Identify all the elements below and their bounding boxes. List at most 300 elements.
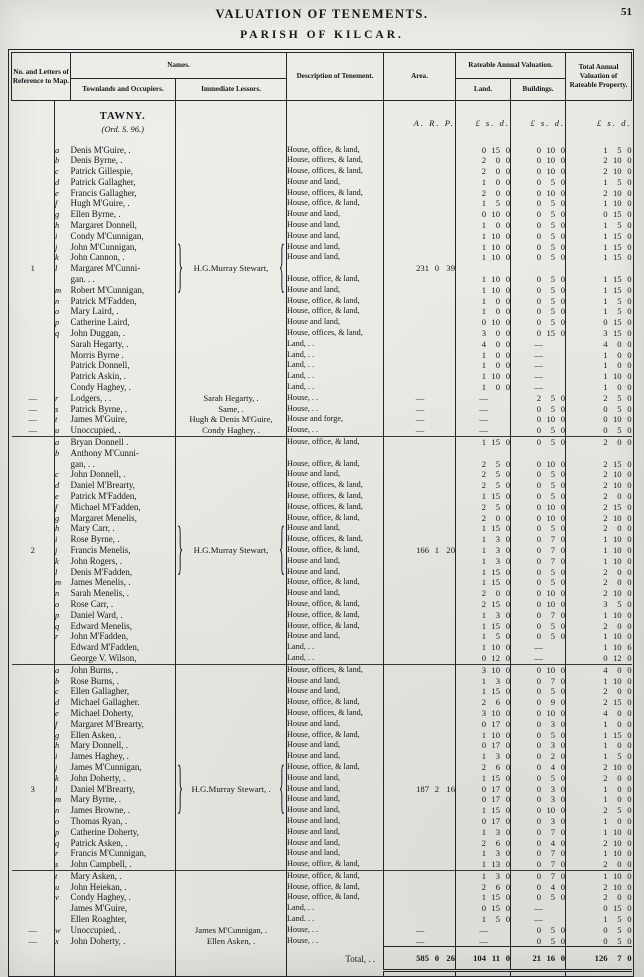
table-row	[12, 145, 632, 156]
area-cell	[384, 274, 456, 285]
area-cell	[384, 556, 456, 567]
occupier-cell: Patrick Donnell,	[71, 360, 176, 371]
area-cell	[384, 448, 456, 459]
table-header	[12, 53, 632, 101]
table-row	[12, 642, 632, 653]
table-row	[12, 588, 632, 599]
buildings-value-cell: 0 7 0	[511, 556, 566, 567]
area-cell	[384, 567, 456, 578]
description-cell: House, office, & land,	[287, 513, 384, 524]
letter-cell: n	[55, 805, 60, 816]
area-cell	[384, 730, 456, 741]
ordnance-ref: (Ord. S. 96.)	[101, 124, 144, 135]
description-cell: House, office, & land,	[287, 577, 384, 588]
area-cell	[384, 664, 456, 675]
letter-cell: f	[55, 198, 58, 209]
right-group-brace: {	[278, 230, 286, 300]
townland-band	[12, 101, 632, 145]
table-row	[12, 242, 632, 253]
area-cell	[384, 198, 456, 209]
lessor-cell	[176, 382, 287, 393]
land-value-cell: —	[456, 404, 511, 415]
total-label: Total, . .	[287, 947, 384, 971]
table-row	[12, 621, 632, 632]
total-value-cell: 2 15 0	[603, 501, 632, 512]
land-value-cell: 1 3 0	[456, 676, 511, 687]
lessor-cell	[176, 350, 287, 361]
letter-cell: p	[55, 317, 60, 328]
buildings-value-cell: 0 5 0	[511, 621, 566, 632]
total-value-cell: 2 0 0	[603, 772, 632, 783]
total-value-cell: 1 0 0	[603, 382, 632, 393]
area-cell	[384, 577, 456, 588]
buildings-value-cell: 0 5 0	[511, 773, 566, 784]
buildings-value-cell: 0 9 0	[511, 697, 566, 708]
occupier-cell: Margaret Menelis,	[71, 513, 176, 524]
occupier-cell: Patrick M'Fadden,	[71, 296, 176, 307]
letter-cell	[55, 101, 71, 145]
table-row	[12, 404, 632, 415]
area-cell	[384, 610, 456, 621]
lessor-cell	[176, 621, 287, 632]
table-row	[12, 198, 632, 209]
map-ref-cell	[12, 339, 55, 350]
lessor-cell	[176, 708, 287, 719]
land-value-cell: 1 0 0	[456, 220, 511, 231]
total-value-cell: 2 0 0	[603, 686, 632, 697]
buildings-value-cell: 0 10 0	[511, 502, 566, 513]
table-row	[12, 166, 632, 177]
letter-cell: n	[55, 295, 60, 306]
buildings-value-cell: 0 10 0	[511, 708, 566, 719]
area-cell: 187 2 16	[384, 784, 456, 795]
total-value-cell: 1 15 0	[603, 241, 632, 252]
map-ref-cell	[12, 209, 55, 220]
description-cell: House, office, & land,	[287, 870, 384, 881]
letter-cell: k	[55, 555, 59, 566]
occupier-cell: Daniel M'Brearty,	[71, 480, 176, 491]
area-cell	[384, 686, 456, 697]
header-names: Names.	[71, 53, 287, 79]
table-row	[12, 285, 632, 296]
description-cell: Land, . .	[287, 350, 384, 361]
description-cell: House, offices, & land,	[287, 480, 384, 491]
table-row	[12, 936, 632, 947]
land-value-cell: 0 17 0	[456, 784, 511, 795]
table-row	[12, 371, 632, 382]
buildings-value-cell: 0 10 0	[511, 588, 566, 599]
occupier-cell: Mary Asken, .	[71, 870, 176, 881]
description-cell: House and land,	[287, 231, 384, 242]
total-value-cell: 1 10 6	[603, 642, 632, 653]
occupier-cell: Bryan Donnell .	[71, 437, 176, 448]
letter-cell: g	[55, 729, 60, 740]
occupier-cell: Ellen Gallagher,	[71, 686, 176, 697]
land-value-cell: 2 6 0	[456, 838, 511, 849]
letter-cell: c	[55, 166, 59, 177]
area-cell	[384, 534, 456, 545]
map-ref-cell	[12, 653, 55, 664]
total-value-cell: 4 0 0	[566, 664, 632, 675]
description-cell: House, offices, & land,	[287, 188, 384, 199]
letter-cell: r	[55, 392, 59, 403]
occupier-cell: Michael Gallagher.	[71, 697, 176, 708]
description-cell: House and land,	[287, 242, 384, 253]
lessor-cell	[176, 827, 287, 838]
description-cell: House, offices, & land,	[287, 166, 384, 177]
table-row	[12, 740, 632, 751]
map-ref-cell	[12, 155, 55, 166]
land-value-cell	[456, 971, 511, 977]
buildings-value-cell: 0 7 0	[511, 827, 566, 838]
land-value-cell: 1 10 0	[456, 274, 511, 285]
land-value-cell: 1 10 0	[456, 252, 511, 263]
description-cell: House and land,	[287, 209, 384, 220]
left-group-brace: }	[177, 230, 184, 300]
occupier-cell: James Haghey, .	[71, 751, 176, 762]
description-cell	[287, 263, 384, 274]
table-row	[12, 513, 632, 524]
occupier-cell: Rose Byrne, .	[71, 534, 176, 545]
area-cell	[384, 914, 456, 925]
description-cell: House and land,	[287, 773, 384, 784]
letter-cell: t	[55, 414, 58, 425]
land-value-cell: 1 10 0	[456, 242, 511, 253]
buildings-value-cell: 0 7 0	[511, 859, 566, 870]
area-cell	[384, 523, 456, 534]
land-value-cell: 2 0 0	[456, 166, 511, 177]
occupier-cell: Lodgers, . .	[71, 393, 176, 404]
occupier-cell: Sarah Menelis, .	[71, 588, 176, 599]
land-value-cell: 1 10 0	[456, 730, 511, 741]
description-cell: House, offices, & land,	[287, 491, 384, 502]
total-value-cell: 1 15 0	[603, 284, 632, 295]
map-ref-cell	[12, 371, 55, 382]
lessor-cell	[176, 762, 287, 773]
page-number: 51	[621, 6, 632, 18]
map-ref-cell: 1	[12, 263, 55, 274]
land-value-cell: 1 10 0	[456, 642, 511, 653]
occupier-cell: John M'Cunnigan,	[71, 242, 176, 253]
description-cell: House, office, & land,	[287, 882, 384, 893]
area-cell	[384, 773, 456, 784]
lessor-cell	[176, 947, 287, 971]
buildings-value-cell: 0 5 0	[511, 686, 566, 697]
lessor-cell	[176, 903, 287, 914]
letter-cell: x	[55, 935, 59, 946]
letter-cell: i	[55, 230, 58, 241]
lessor-cell	[176, 642, 287, 653]
total-value-cell: 1 0 0	[603, 815, 632, 826]
total-value-cell: 1 15 0	[603, 252, 632, 263]
table-row	[12, 719, 632, 730]
letter-cell: o	[55, 815, 60, 826]
letter-cell: j	[55, 544, 58, 555]
description-cell: House and land,	[287, 838, 384, 849]
letter-cell: b	[55, 155, 60, 166]
lessor-cell	[176, 773, 287, 784]
total-row	[12, 947, 632, 971]
area-cell	[384, 848, 456, 859]
map-ref-cell	[12, 242, 55, 253]
table-row	[12, 360, 632, 371]
letter-cell	[55, 371, 71, 382]
occupier-cell: Condy M'Cunnigan,	[71, 231, 176, 242]
description-cell: Land, . .	[287, 371, 384, 382]
description-cell: House, office, & land,	[287, 296, 384, 307]
land-value-cell: 1 5 0	[456, 198, 511, 209]
buildings-value-cell: 0 7 0	[511, 848, 566, 859]
lessor-cell	[176, 296, 287, 307]
area-cell	[384, 317, 456, 328]
land-value-cell: —	[456, 936, 511, 947]
total-value-cell: 2 0 0	[603, 620, 632, 631]
area-cell	[384, 296, 456, 307]
buildings-value-cell: 0 10 0	[511, 188, 566, 199]
map-ref-cell	[12, 567, 55, 578]
map-ref-cell	[12, 306, 55, 317]
area-cell	[384, 621, 456, 632]
description-cell: House, office, & land,	[287, 762, 384, 773]
description-cell: House, office, & land,	[287, 459, 384, 470]
land-value-cell: 1 3 0	[456, 827, 511, 838]
total-value-cell: 2 15 0	[603, 458, 632, 469]
total-value-cell: 2 0 0	[603, 566, 632, 577]
total-value-cell: 1 0 0	[603, 740, 632, 751]
table-row	[12, 676, 632, 687]
lessor-cell	[176, 339, 287, 350]
area-cell	[384, 285, 456, 296]
masthead	[0, 0, 644, 25]
map-ref-cell	[12, 697, 55, 708]
buildings-value-cell: —	[511, 350, 566, 361]
lessor-cell	[176, 914, 287, 925]
area-cell	[384, 480, 456, 491]
occupier-cell: Rose Burns, .	[71, 676, 176, 687]
total-value-cell: 2 0 0	[603, 859, 632, 870]
occupier-cell: Patrick Gillespie,	[71, 166, 176, 177]
area-cell	[384, 827, 456, 838]
buildings-value-cell: 0 5 0	[511, 198, 566, 209]
area-cell	[384, 762, 456, 773]
occupier-cell: Francis Gallagher,	[71, 188, 176, 199]
map-ref-cell	[12, 145, 55, 156]
document-title: VALUATION OF TENEMENTS.	[215, 7, 429, 21]
table-row	[12, 599, 632, 610]
map-ref-cell	[12, 708, 55, 719]
letter-cell: d	[55, 480, 60, 491]
map-ref-cell: —	[12, 393, 55, 404]
total-value-cell: 2 5 0	[603, 805, 632, 816]
total-value-cell: 1 10 0	[603, 631, 632, 642]
description-cell: House and land,	[287, 784, 384, 795]
land-value-cell: —	[456, 425, 511, 436]
total-value-cell: 2 0 0	[603, 491, 632, 501]
land-value-cell: —	[456, 393, 511, 404]
total-value-cell: 0 5 0	[603, 403, 632, 414]
lessor-cell	[176, 166, 287, 177]
table-row	[12, 448, 632, 459]
land-value-cell: 1 15 0	[456, 686, 511, 697]
map-ref-cell	[12, 556, 55, 567]
letter-cell: c	[55, 469, 59, 480]
area-cell	[384, 599, 456, 610]
description-cell: House, office, & land,	[287, 892, 384, 903]
header-occupiers: Townlands and Occupiers.	[71, 79, 176, 101]
buildings-value-cell: 0 5 0	[511, 209, 566, 220]
buildings-value-cell: 0 10 0	[511, 145, 566, 156]
letter-cell	[55, 382, 71, 393]
buildings-value-cell: 0 5 0	[511, 317, 566, 328]
total-value-cell: 1 5 0	[603, 220, 632, 231]
buildings-value-cell: 0 10 0	[511, 513, 566, 524]
buildings-value-cell: 0 5 0	[511, 285, 566, 296]
land-value-cell: 1 3 0	[456, 610, 511, 621]
land-value-cell: 3 0 0	[456, 328, 511, 339]
occupier-cell: Ellen Byrne, .	[71, 209, 176, 220]
land-value-cell: 1 0 0	[456, 296, 511, 307]
area-cell	[384, 382, 456, 393]
buildings-value-cell: 0 5 0	[511, 469, 566, 480]
total-value-cell: 2 5 0	[603, 392, 632, 403]
buildings-value-cell: 0 5 0	[511, 296, 566, 307]
total-value-cell: 1 0 0	[603, 794, 632, 805]
occupier-cell: Francis Menelis,	[71, 545, 176, 556]
map-ref-cell	[12, 599, 55, 610]
table-row	[12, 296, 632, 307]
buildings-value-cell: 0 5 0	[511, 567, 566, 578]
map-ref-cell	[12, 480, 55, 491]
lessor-cell: Hugh & Denis M'Guire,	[176, 414, 287, 425]
description-cell: House and land,	[287, 816, 384, 827]
header-buildings: Buildings.	[511, 79, 566, 101]
description-cell: House, office, & land,	[287, 437, 384, 448]
letter-cell: h	[55, 523, 60, 534]
area-cell	[384, 502, 456, 513]
left-group-brace: }	[177, 750, 184, 820]
lessor-cell	[176, 838, 287, 849]
map-ref-cell	[12, 914, 55, 925]
map-ref-cell	[12, 577, 55, 588]
land-unit-label: £ s. d.	[456, 101, 511, 145]
immediate-lessor-name: H.G.Murray Stewart,	[193, 263, 269, 274]
total-value-cell: 1 0 0	[603, 349, 632, 360]
area-cell	[384, 339, 456, 350]
description-cell: Land, . .	[287, 903, 384, 914]
map-ref-cell: 3	[12, 784, 55, 795]
occupier-cell: Morris Byrne .	[71, 350, 176, 361]
letter-cell: m	[55, 577, 62, 588]
occupier-cell: Catherine Doherty,	[71, 827, 176, 838]
description-cell: House and land,	[287, 719, 384, 730]
table-row	[12, 610, 632, 621]
description-cell: House and land,	[287, 177, 384, 188]
total-value-cell: 1 10 0	[603, 198, 632, 209]
table-row	[12, 805, 632, 816]
description-cell: House, offices, & land,	[287, 664, 384, 675]
valuation-table-frame	[8, 49, 634, 977]
description-cell: House, office, & land,	[287, 274, 384, 285]
description-cell: House, office, & land,	[287, 545, 384, 556]
land-value-cell: 3 10 0	[456, 664, 511, 675]
lessor-cell	[176, 631, 287, 642]
total-value-cell: 2 0 0	[603, 577, 632, 588]
occupier-cell: Hugh M'Guire, .	[71, 198, 176, 209]
buildings-value-cell: 0 5 0	[511, 925, 566, 936]
land-value-cell: 1 15 0	[456, 437, 511, 448]
map-ref-cell	[12, 762, 55, 773]
letter-cell	[55, 642, 71, 653]
buildings-value-cell: 0 10 0	[511, 155, 566, 166]
total-value-cell: 3 5 0	[603, 598, 632, 609]
map-ref-cell: —	[12, 425, 55, 436]
description-cell: House, office, & land,	[287, 730, 384, 741]
lessor-cell	[176, 740, 287, 751]
area-cell	[384, 145, 456, 156]
land-value-cell: 2 5 0	[456, 502, 511, 513]
buildings-value-cell: 0 5 0	[511, 936, 566, 947]
lessor-cell	[176, 664, 287, 675]
lessor-cell	[176, 511, 287, 581]
map-ref-cell	[12, 610, 55, 621]
table-row	[12, 459, 632, 470]
occupier-cell: Mary Donnell, .	[71, 740, 176, 751]
area-cell	[384, 903, 456, 914]
table-row	[12, 252, 632, 263]
land-value-cell: 1 15 0	[456, 892, 511, 903]
letter-cell: g	[55, 209, 60, 220]
total-value-cell: 0 5 0	[603, 935, 632, 946]
map-ref-cell	[12, 805, 55, 816]
letter-cell: i	[55, 751, 58, 762]
land-value-cell: —	[456, 925, 511, 936]
land-value-cell: 1 15 0	[456, 523, 511, 534]
land-value-cell: 1 0 0	[456, 177, 511, 188]
map-ref-cell	[12, 469, 55, 480]
description-cell: House and forge,	[287, 414, 384, 425]
map-ref-cell	[12, 642, 55, 653]
buildings-value-cell: 0 3 0	[511, 719, 566, 730]
area-cell	[384, 588, 456, 599]
total-value-cell: 0 10 0	[603, 414, 632, 425]
land-value-cell: 1 0 0	[456, 350, 511, 361]
table-row	[12, 653, 632, 664]
buildings-value-cell: 0 10 0	[511, 599, 566, 610]
letter-cell: l	[55, 783, 58, 794]
land-value-cell: 1 3 0	[456, 870, 511, 881]
area-cell	[384, 794, 456, 805]
lessor-cell	[176, 177, 287, 188]
map-ref-cell	[12, 719, 55, 730]
table-row	[12, 469, 632, 480]
area-cell	[384, 816, 456, 827]
land-value-cell	[456, 263, 511, 274]
lessor-cell	[176, 848, 287, 859]
total-value-cell: 1 10 0	[603, 534, 632, 545]
header-lessors: Immediate Lessors.	[176, 79, 287, 101]
lessor-cell	[176, 751, 287, 762]
description-cell: House, office, & land,	[287, 697, 384, 708]
occupier-cell: Thomas Ryan, .	[71, 816, 176, 827]
letter-cell	[55, 339, 71, 350]
buildings-value-cell: 0 5 0	[511, 730, 566, 741]
table-row	[12, 556, 632, 567]
area-cell	[384, 306, 456, 317]
occupier-cell: Rose Carr, .	[71, 599, 176, 610]
lessor-cell	[176, 653, 287, 664]
area-cell: —	[384, 393, 456, 404]
total-value-cell: 2 10 0	[603, 761, 632, 772]
